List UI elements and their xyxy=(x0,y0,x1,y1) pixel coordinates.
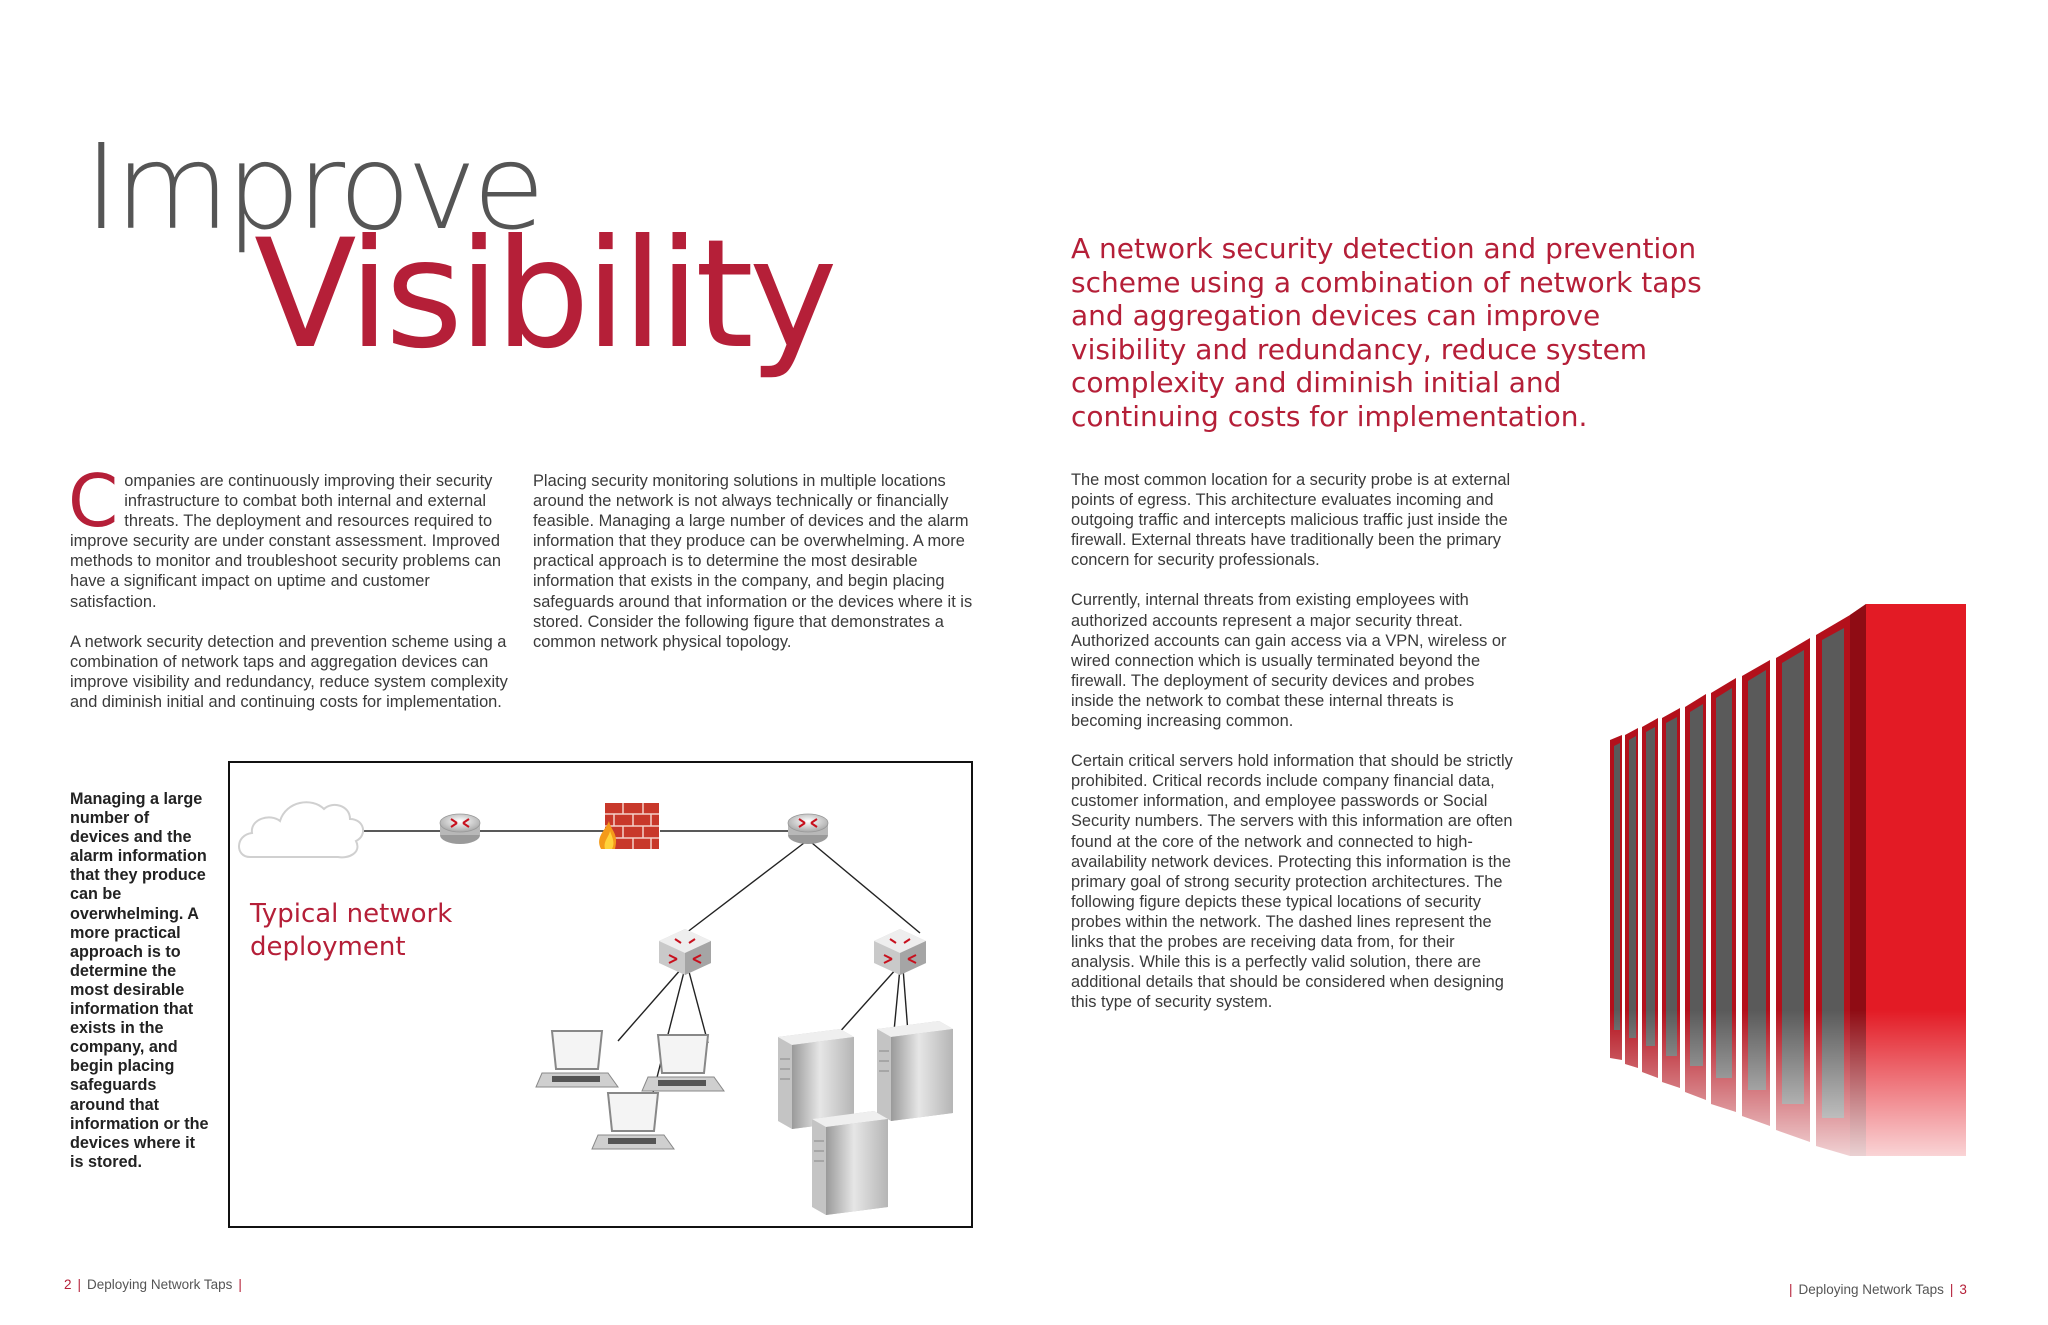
laptop-icon xyxy=(642,1035,724,1091)
firewall-icon xyxy=(599,803,659,849)
footer-left xyxy=(64,1277,248,1292)
sidebar-quote: Managing a large number of devices and the alarm information that they produce can be overwhelming. A more practical approach is to determine the most desirable information that exists in the company, and begin placing safeguards around that information or the devices where it is stored. xyxy=(70,790,209,1171)
internal-threats-paragraph: Currently, internal threats from existing employees with authorized accounts represent a major security threat. Authorized accounts can gain access via a VPN, wireless or wired connection which is usually terminated beyond the firewall. The deployment of security devices and probes inside the network to combat these internal threats is becoming increasing common. xyxy=(1071,591,1507,731)
figure-title: Typical network deployment xyxy=(250,899,453,962)
switch-icon xyxy=(659,929,711,975)
egress-paragraph: The most common location for a security probe is at external points of egress. This architecture evaluates incoming and outgoing traffic and intercepts malicious traffic just inside the firewall. External threats have traditionally been the primary concern for security professionals. xyxy=(1071,471,1511,570)
network-diagram xyxy=(230,763,971,1226)
drop-cap: C xyxy=(68,459,119,543)
footer-divider: | xyxy=(1789,1282,1793,1297)
network-figure xyxy=(228,761,973,1228)
footer-title: Deploying Network Taps xyxy=(1798,1282,1944,1297)
server-icon xyxy=(778,1029,854,1129)
footer-divider: | xyxy=(77,1277,82,1292)
footer-right xyxy=(1783,1282,1967,1297)
laptop-icon xyxy=(536,1031,618,1087)
server-icon xyxy=(877,1021,953,1121)
column-middle xyxy=(533,471,973,672)
laptop-icon xyxy=(592,1093,674,1149)
placement-paragraph: Placing security monitoring solutions in multiple locations around the network is not always technically or financially feasible. Managing a large number of devices and the alarm information that they produce can be overwhelming. A more practical approach is to determine the most desirable information that exists in the company, and begin placing safeguards around that information or the devices where it is stored. Consider the following figure that demonstrates a common network physical topology. xyxy=(533,472,973,651)
column-right xyxy=(1071,470,1516,1032)
footer-title: Deploying Network Taps xyxy=(87,1277,233,1292)
switch-icon xyxy=(874,929,926,975)
title-improve: Improve xyxy=(84,118,542,256)
summary-paragraph: A network security detection and prevention scheme using a combination of network taps and aggregation devices can improve visibility and redundancy, reduce system complexity and diminish initial and continuing costs for implementation. xyxy=(70,632,508,711)
cloud-icon xyxy=(239,802,363,857)
footer-divider: | xyxy=(1949,1282,1954,1297)
pull-quote: A network security detection and prevention scheme using a combination of network taps and aggregation devices can improve visibility and redundancy, reduce system complexity and diminish initial and continuing costs for implementation. xyxy=(1071,232,1702,433)
title-visibility: Visibility xyxy=(254,208,833,382)
server-rack-image xyxy=(1530,590,1970,1190)
page-number: 2 xyxy=(64,1277,72,1292)
router-icon xyxy=(440,814,480,844)
router-icon xyxy=(788,814,828,844)
server-icon xyxy=(812,1111,888,1215)
footer-divider: | xyxy=(238,1277,242,1292)
intro-paragraph: Companies are continuously improving their security infrastructure to combat both internal and external threats. The deployment and resources required to improve security are under constant assessment. Improved methods to monitor and troubleshoot security problems can have a significant impact on uptime and customer satisfaction. xyxy=(68,459,501,611)
column-left xyxy=(68,459,513,732)
critical-servers-paragraph: Certain critical servers hold information that should be strictly prohibited. Critical records include company financial data, customer information, and employee passwords or Social Security numbers. The servers with this information are often found at the core of the network and connected to high-availability network devices. Protecting this information is the primary goal of strong security protection architectures. The following figure depicts these typical locations of security probes within the network. The dashed lines represent the links that the probes are receiving data from, for their analysis. While this is a perfectly valid solution, there are additional details that should be considered when designing this type of security system. xyxy=(1071,752,1513,1012)
page-number: 3 xyxy=(1959,1282,1967,1297)
